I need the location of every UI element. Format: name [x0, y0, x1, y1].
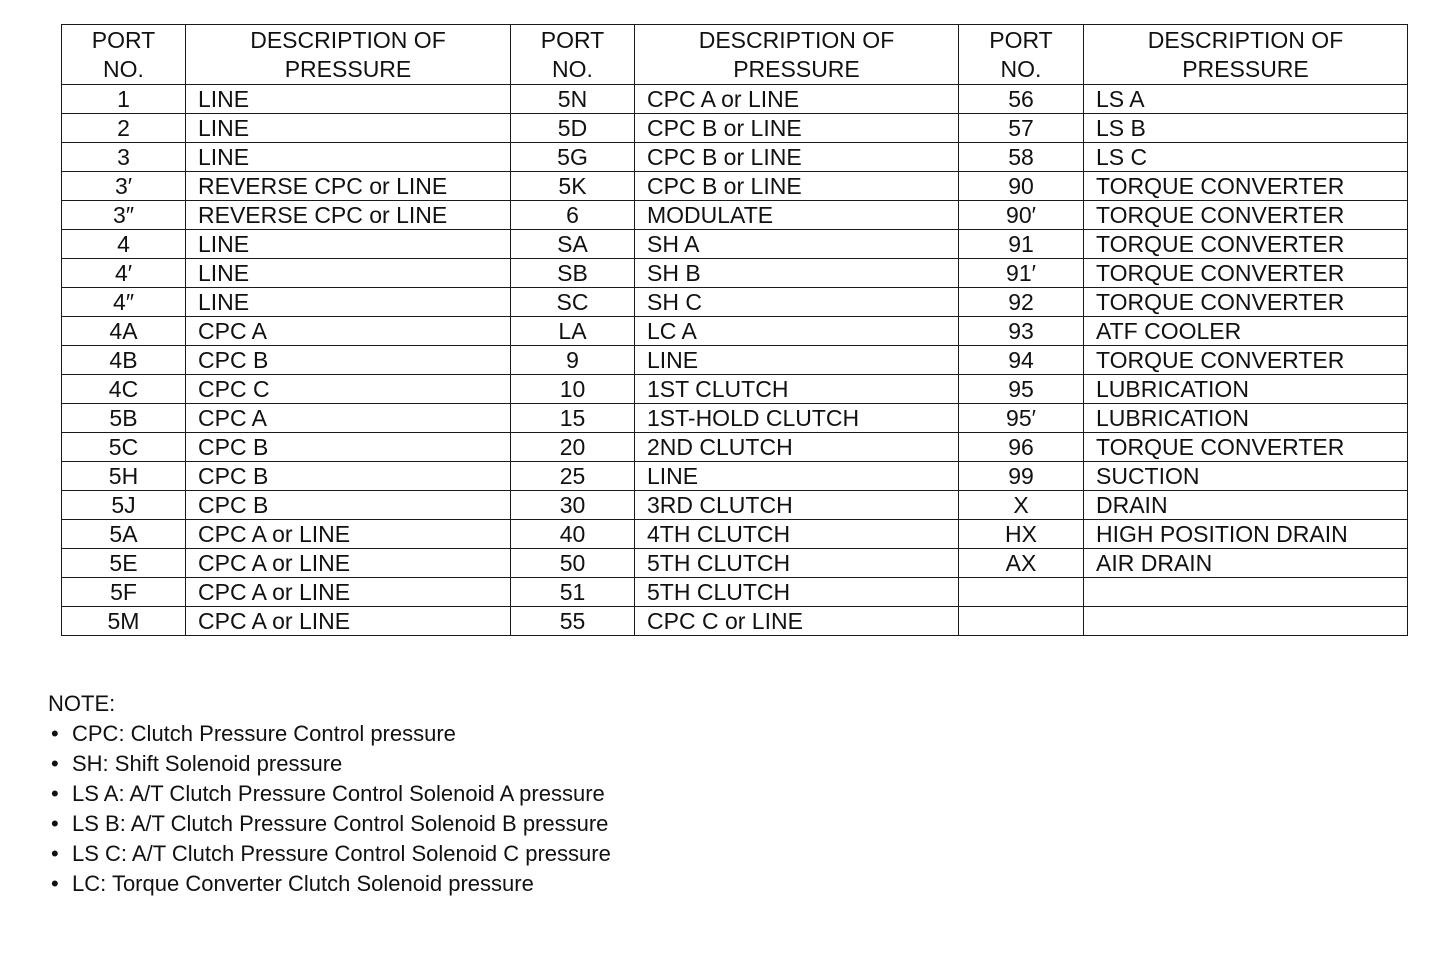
pressure-description-cell: LINE — [186, 143, 511, 172]
note-item: • LS B: A/T Clutch Pressure Control Solenoid B pressure — [48, 809, 611, 839]
pressure-description-cell: SH C — [635, 288, 959, 317]
port-number-cell: 91 — [959, 230, 1084, 259]
port-number-cell: 50 — [511, 549, 635, 578]
port-number-cell: 93 — [959, 317, 1084, 346]
column-header-description: DESCRIPTION OF PRESSURE — [186, 25, 511, 85]
port-number-cell: 90 — [959, 172, 1084, 201]
pressure-description-cell: LINE — [635, 462, 959, 491]
table-row — [62, 549, 1408, 578]
port-number-cell: SB — [511, 259, 635, 288]
pressure-description-cell: CPC B — [186, 433, 511, 462]
pressure-description-cell: HIGH POSITION DRAIN — [1084, 520, 1408, 549]
pressure-description-cell: LUBRICATION — [1084, 375, 1408, 404]
table-row — [62, 288, 1408, 317]
pressure-description-cell: SH A — [635, 230, 959, 259]
table-row — [62, 375, 1408, 404]
port-number-cell: LA — [511, 317, 635, 346]
pressure-description-cell — [1084, 578, 1408, 607]
pressure-description-cell: CPC A — [186, 317, 511, 346]
port-number-cell: 1 — [62, 85, 186, 114]
table-row — [62, 259, 1408, 288]
port-number-cell: 4B — [62, 346, 186, 375]
port-number-cell: 15 — [511, 404, 635, 433]
table-row — [62, 607, 1408, 636]
pressure-description-cell: SH B — [635, 259, 959, 288]
table-row — [62, 317, 1408, 346]
column-header-port-no: PORT NO. — [959, 25, 1084, 85]
port-number-cell: 5E — [62, 549, 186, 578]
pressure-description-cell: LINE — [186, 85, 511, 114]
pressure-description-cell: CPC B or LINE — [635, 114, 959, 143]
port-number-cell: 95 — [959, 375, 1084, 404]
pressure-description-cell: 1ST CLUTCH — [635, 375, 959, 404]
port-number-cell: HX — [959, 520, 1084, 549]
port-number-cell: 91′ — [959, 259, 1084, 288]
pressure-description-cell: TORQUE CONVERTER — [1084, 201, 1408, 230]
note-list — [48, 719, 611, 899]
table-row — [62, 114, 1408, 143]
port-number-cell: 92 — [959, 288, 1084, 317]
port-number-cell: 5D — [511, 114, 635, 143]
table-row — [62, 404, 1408, 433]
port-number-cell: 2 — [62, 114, 186, 143]
port-number-cell: 5M — [62, 607, 186, 636]
port-number-cell: 94 — [959, 346, 1084, 375]
port-number-cell: 4A — [62, 317, 186, 346]
pressure-description-cell: CPC B — [186, 346, 511, 375]
note-item: • LS C: A/T Clutch Pressure Control Solenoid C pressure — [48, 839, 611, 869]
port-number-cell: 5G — [511, 143, 635, 172]
table-row — [62, 433, 1408, 462]
port-number-cell — [959, 607, 1084, 636]
pressure-description-cell: DRAIN — [1084, 491, 1408, 520]
pressure-description-cell: CPC A or LINE — [186, 578, 511, 607]
pressure-description-cell: AIR DRAIN — [1084, 549, 1408, 578]
port-number-cell: 9 — [511, 346, 635, 375]
pressure-description-cell: 5TH CLUTCH — [635, 549, 959, 578]
port-number-cell: SC — [511, 288, 635, 317]
pressure-description-cell: LS B — [1084, 114, 1408, 143]
port-number-cell: 5H — [62, 462, 186, 491]
column-header-description: DESCRIPTION OF PRESSURE — [1084, 25, 1408, 85]
port-number-cell: 5A — [62, 520, 186, 549]
pressure-description-cell: CPC B — [186, 491, 511, 520]
table-row — [62, 230, 1408, 259]
port-number-cell: 95′ — [959, 404, 1084, 433]
port-number-cell: 99 — [959, 462, 1084, 491]
pressure-description-cell: ATF COOLER — [1084, 317, 1408, 346]
table-row — [62, 346, 1408, 375]
port-number-cell: 5B — [62, 404, 186, 433]
table-row — [62, 578, 1408, 607]
pressure-description-cell: CPC A or LINE — [635, 85, 959, 114]
port-number-cell: 58 — [959, 143, 1084, 172]
port-number-cell: 5N — [511, 85, 635, 114]
port-number-cell: 90′ — [959, 201, 1084, 230]
pressure-description-cell: TORQUE CONVERTER — [1084, 172, 1408, 201]
port-number-cell: 5J — [62, 491, 186, 520]
pressure-description-cell: TORQUE CONVERTER — [1084, 230, 1408, 259]
port-number-cell: 6 — [511, 201, 635, 230]
table-row — [62, 143, 1408, 172]
port-number-cell: 3″ — [62, 201, 186, 230]
pressure-description-cell: LS A — [1084, 85, 1408, 114]
port-number-cell: 55 — [511, 607, 635, 636]
column-header-port-no: PORT NO. — [511, 25, 635, 85]
table-row — [62, 520, 1408, 549]
pressure-description-cell: 1ST-HOLD CLUTCH — [635, 404, 959, 433]
pressure-description-cell: LC A — [635, 317, 959, 346]
pressure-description-cell: REVERSE CPC or LINE — [186, 201, 511, 230]
port-number-cell: 3′ — [62, 172, 186, 201]
port-number-cell: 10 — [511, 375, 635, 404]
port-number-cell: 5K — [511, 172, 635, 201]
table-row — [62, 172, 1408, 201]
pressure-description-cell: MODULATE — [635, 201, 959, 230]
table-header-row — [62, 25, 1408, 85]
pressure-description-cell: LINE — [635, 346, 959, 375]
port-number-cell: 5C — [62, 433, 186, 462]
pressure-description-cell: TORQUE CONVERTER — [1084, 433, 1408, 462]
port-number-cell — [959, 578, 1084, 607]
pressure-description-cell — [1084, 607, 1408, 636]
pressure-description-cell: CPC A — [186, 404, 511, 433]
column-header-description: DESCRIPTION OF PRESSURE — [635, 25, 959, 85]
table-row — [62, 462, 1408, 491]
port-number-cell: AX — [959, 549, 1084, 578]
column-header-port-no: PORT NO. — [62, 25, 186, 85]
pressure-description-cell: 3RD CLUTCH — [635, 491, 959, 520]
port-number-cell: 20 — [511, 433, 635, 462]
pressure-description-cell: CPC C — [186, 375, 511, 404]
pressure-description-cell: 5TH CLUTCH — [635, 578, 959, 607]
table-row — [62, 201, 1408, 230]
pressure-description-cell: 4TH CLUTCH — [635, 520, 959, 549]
pressure-description-cell: REVERSE CPC or LINE — [186, 172, 511, 201]
pressure-description-cell: CPC A or LINE — [186, 549, 511, 578]
port-number-cell: 4″ — [62, 288, 186, 317]
table-row — [62, 491, 1408, 520]
pressure-description-cell: TORQUE CONVERTER — [1084, 346, 1408, 375]
note-title: NOTE: — [48, 691, 116, 716]
port-number-cell: 4 — [62, 230, 186, 259]
pressure-description-cell: LINE — [186, 259, 511, 288]
pressure-description-cell: LINE — [186, 230, 511, 259]
note-item: • CPC: Clutch Pressure Control pressure — [48, 719, 611, 749]
note-section — [48, 689, 611, 899]
port-number-cell: 56 — [959, 85, 1084, 114]
port-number-cell: 30 — [511, 491, 635, 520]
port-number-cell: 4C — [62, 375, 186, 404]
port-number-cell: 25 — [511, 462, 635, 491]
pressure-description-cell: LUBRICATION — [1084, 404, 1408, 433]
port-number-cell: 51 — [511, 578, 635, 607]
note-item: • SH: Shift Solenoid pressure — [48, 749, 611, 779]
pressure-description-cell: CPC A or LINE — [186, 607, 511, 636]
pressure-description-cell: TORQUE CONVERTER — [1084, 259, 1408, 288]
port-number-cell: 96 — [959, 433, 1084, 462]
port-number-cell: X — [959, 491, 1084, 520]
pressure-description-cell: LINE — [186, 288, 511, 317]
port-number-cell: SA — [511, 230, 635, 259]
port-number-cell: 5F — [62, 578, 186, 607]
port-number-cell: 57 — [959, 114, 1084, 143]
pressure-description-cell: CPC B or LINE — [635, 172, 959, 201]
pressure-description-cell: CPC A or LINE — [186, 520, 511, 549]
port-number-cell: 40 — [511, 520, 635, 549]
pressure-description-cell: CPC B — [186, 462, 511, 491]
note-item: • LS A: A/T Clutch Pressure Control Solenoid A pressure — [48, 779, 611, 809]
pressure-description-cell: 2ND CLUTCH — [635, 433, 959, 462]
pressure-description-cell: CPC B or LINE — [635, 143, 959, 172]
pressure-description-cell: LINE — [186, 114, 511, 143]
pressure-description-cell: CPC C or LINE — [635, 607, 959, 636]
pressure-description-cell: TORQUE CONVERTER — [1084, 288, 1408, 317]
note-item: • LC: Torque Converter Clutch Solenoid pressure — [48, 869, 611, 899]
port-number-cell: 4′ — [62, 259, 186, 288]
table-row — [62, 85, 1408, 114]
port-number-cell: 3 — [62, 143, 186, 172]
pressure-description-cell: SUCTION — [1084, 462, 1408, 491]
pressure-description-cell: LS C — [1084, 143, 1408, 172]
port-pressure-table — [61, 24, 1408, 636]
